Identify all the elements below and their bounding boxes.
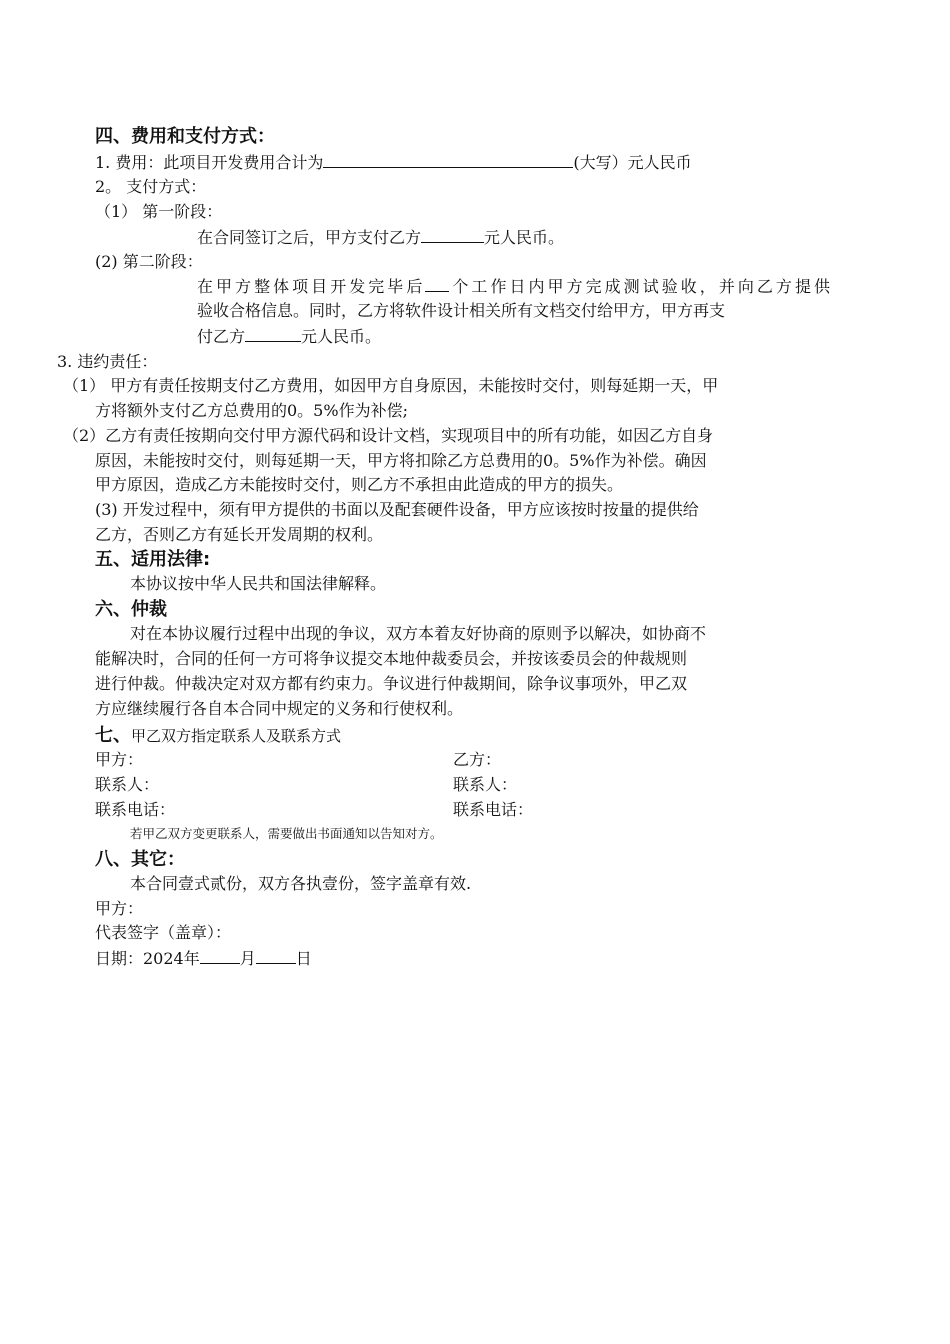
section8-body: 本合同壹式贰份，双方各执壹份，签字盖章有效. <box>130 874 472 893</box>
contact-change-note: 若甲乙双方变更联系人，需要做出书面通知以告知对方。 <box>130 826 443 841</box>
section6-title: 六、仲裁 <box>95 599 167 620</box>
breach-item1-line1: （1） 甲方有责任按期支付乙方费用，如因甲方自身原因，未能按时交付，则每延期一天，甲 <box>63 376 719 395</box>
section6-line1: 对在本协议履行过程中出现的争议，双方本着友好协商的原则予以解决，如协商不 <box>130 624 707 643</box>
stage2-label: (2) 第二阶段： <box>95 252 203 271</box>
breach-item2-line3: 甲方原因，造成乙方未能按时交付，则乙方不承担由此造成的甲方的损失。 <box>95 475 624 494</box>
contact-a-label: 联系人： <box>95 775 160 794</box>
section4-title: 四、费用和支付方式： <box>95 126 275 147</box>
section6-line4: 方应继续履行各自本合同中规定的义务和行使权利。 <box>95 699 464 718</box>
stage2-line3-suffix: 元人民币。 <box>301 327 382 346</box>
stage1-label: （1） 第一阶段： <box>95 202 223 221</box>
stage1-suffix: 元人民币。 <box>484 228 565 247</box>
stage2-line3 <box>197 326 381 347</box>
section5-body: 本协议按中华人民共和国法律解释。 <box>130 574 387 593</box>
stage1-amount-blank[interactable] <box>421 227 484 243</box>
breach-item2-line1: （2）乙方有责任按期向交付甲方源代码和设计文档，实现项目中的所有功能，如因乙方自身 <box>63 426 714 445</box>
date-month-blank[interactable] <box>200 948 240 964</box>
section6-line3: 进行仲裁。仲裁决定对双方都有约束力。争议进行仲裁期间，除争议事项外，甲乙双 <box>95 674 688 693</box>
fee-line <box>95 152 692 173</box>
fee-prefix: 1. 费用：此项目开发费用合计为 <box>95 153 324 172</box>
section8-title: 八、其它： <box>95 849 185 870</box>
section7-title-text: 甲乙双方指定联系人及联系方式 <box>131 727 342 745</box>
fee-suffix: (大写）元人民币 <box>573 153 692 172</box>
breach-item3-line2: 乙方，否则乙方有延长开发周期的权利。 <box>95 525 384 544</box>
stage1-line <box>197 227 564 248</box>
phone-b-label: 联系电话： <box>453 800 534 819</box>
sign-date <box>95 948 312 969</box>
breach-title: 3. 违约责任： <box>57 352 158 371</box>
section6-line2: 能解决时，合同的任何一方可将争议提交本地仲裁委员会，并按该委员会的仲裁规则 <box>95 649 688 668</box>
representative-signature: 代表签字（盖章）： <box>95 923 232 942</box>
phone-a-label: 联系电话： <box>95 800 176 819</box>
breach-item1-line2: 方将额外支付乙方总费用的0。5%作为补偿; <box>95 401 408 420</box>
stage2-line2: 验收合格信息。同时，乙方将软件设计相关所有文档交付给甲方，甲方再支 <box>197 301 726 320</box>
date-prefix: 日期：2024年 <box>95 949 200 968</box>
date-day-blank[interactable] <box>256 948 296 964</box>
sign-party-a: 甲方： <box>95 899 144 918</box>
party-a-label: 甲方： <box>95 750 144 769</box>
stage2-line1 <box>197 276 830 297</box>
stage2-line1-prefix: 在甲方整体项目开发完毕后 <box>197 277 426 296</box>
stage2-line3-prefix: 付乙方 <box>197 327 246 346</box>
date-day: 日 <box>295 949 312 968</box>
party-b-label: 乙方： <box>453 750 502 769</box>
stage2-days-blank[interactable] <box>425 276 449 292</box>
stage1-prefix: 在合同签订之后，甲方支付乙方 <box>197 228 422 247</box>
fee-amount-blank[interactable] <box>323 152 573 168</box>
stage2-line1-suffix: 个工作日内甲方完成测试验收，并向乙方提供 <box>449 277 830 296</box>
section7-title-num: 七、 <box>95 725 131 746</box>
stage2-amount-blank[interactable] <box>245 326 301 342</box>
contact-b-label: 联系人： <box>453 775 518 794</box>
section5-title: 五、适用法律: <box>95 549 211 570</box>
breach-item3-line1: (3) 开发过程中，须有甲方提供的书面以及配套硬件设备，甲方应该按时按量的提供给 <box>95 500 699 519</box>
section7-title <box>95 725 341 747</box>
date-month: 月 <box>239 949 256 968</box>
payment-method-label: 2。 支付方式： <box>95 177 207 196</box>
breach-item2-line2: 原因，未能按时交付，则每延期一天，甲方将扣除乙方总费用的0。5%作为补偿。确因 <box>95 451 707 470</box>
